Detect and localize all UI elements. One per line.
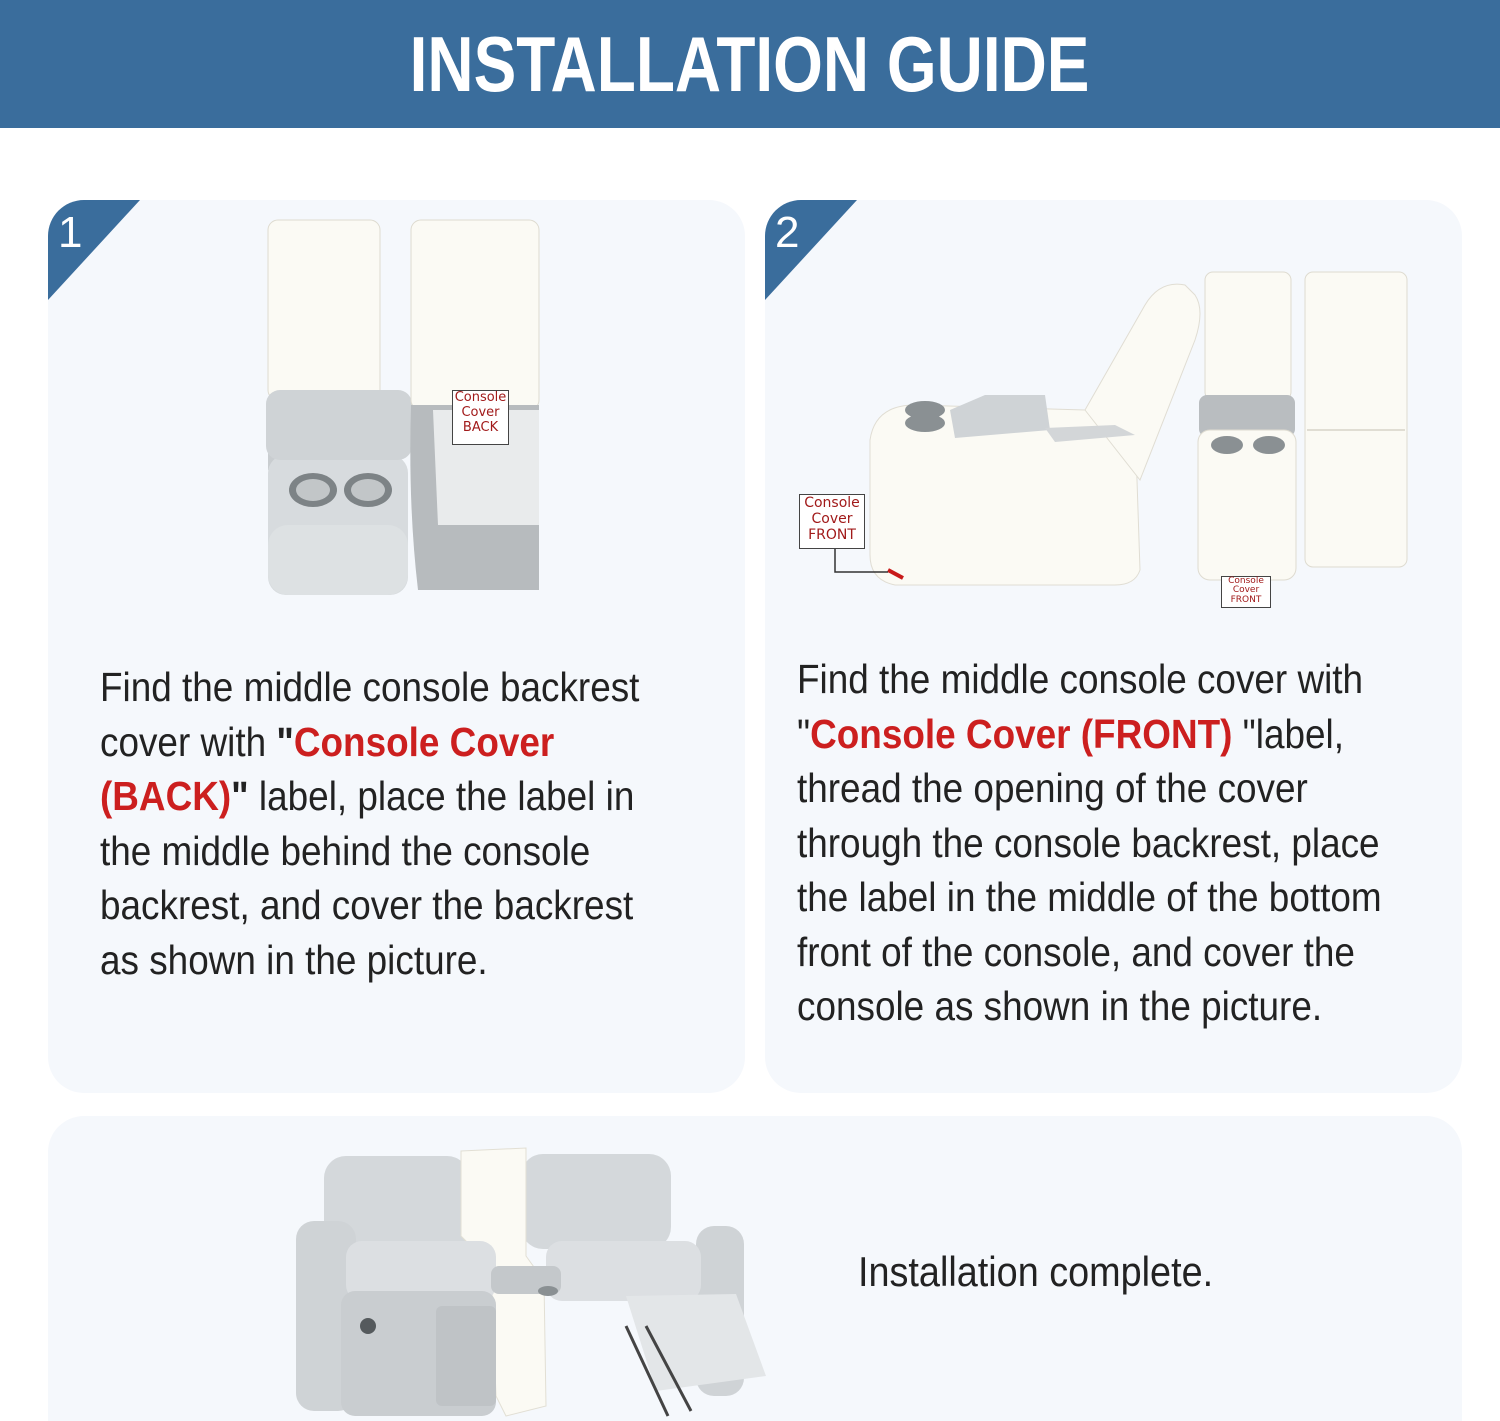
step-number: 1 <box>58 208 83 257</box>
console-cover-front-tag-small: Console Cover FRONT <box>1221 576 1271 608</box>
step-number: 2 <box>775 208 800 257</box>
step-2-instructions: Find the middle console cover with "Console Cover (FRONT) "label, thread the opening of the cover through the console backrest, place the label in the middle of the bottom front of the console, and cover the console as shown in the picture. <box>797 656 1382 1029</box>
sofa-illustration <box>296 1146 766 1421</box>
console-backrest-illustration <box>258 215 608 605</box>
console-cover-back-tag: Console Cover BACK <box>452 390 509 445</box>
step-1-card <box>48 200 745 1093</box>
completion-card <box>48 1116 1462 1421</box>
console-cover-front-tag: Console Cover FRONT <box>799 494 865 549</box>
installation-complete-text: Installation complete. <box>858 1248 1214 1295</box>
header-banner <box>0 0 1500 128</box>
step-2-card <box>765 200 1462 1093</box>
label-leader-line <box>833 545 893 575</box>
page-title: INSTALLATION GUIDE <box>410 19 1090 108</box>
step-1-instructions: Find the middle console backrest cover with "Console Cover (BACK)" label, place the label in the middle behind the console backrest, and cover the backrest as shown in the picture. <box>100 664 640 983</box>
